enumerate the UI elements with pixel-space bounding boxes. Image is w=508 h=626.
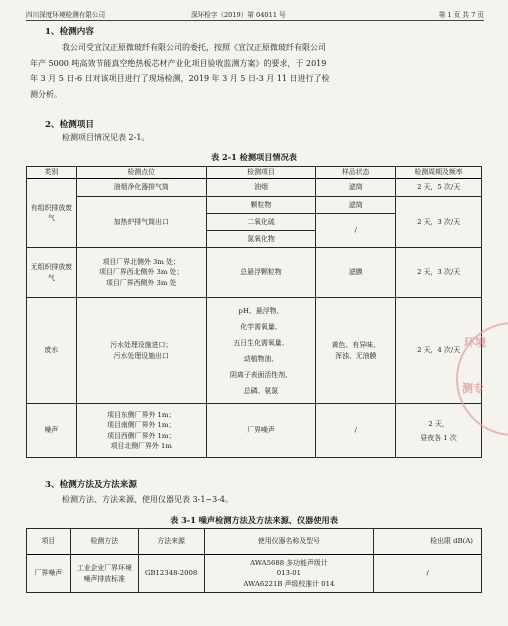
item-cell: [206, 298, 316, 404]
point-line: 项目北侧厂界外 1m: [110, 442, 172, 450]
point-cell: [76, 298, 206, 404]
section-3-title: 3、检测方法及方法来源: [45, 480, 137, 490]
item-cell: 二氧化硫: [206, 214, 316, 231]
item-cell: 厂界噪声: [206, 404, 316, 458]
col-header: 检测点位: [76, 167, 206, 179]
col-header: 检测方法: [70, 529, 138, 555]
item-line: 阴离子表面活性剂、: [229, 370, 292, 379]
item-cell: 油烟: [206, 179, 316, 197]
point-line: 项目厂界西北侧外 3m 处；: [99, 268, 184, 277]
col-header: 检出限 dB(A): [374, 529, 482, 555]
item-cell: 颗粒物: [206, 197, 316, 214]
section-2-title: 2、检测项目: [45, 120, 94, 130]
item-cell: 厂界噪声: [27, 555, 71, 593]
state-cell: 滤筒: [316, 179, 396, 197]
point-line: 污水处理设施出口: [113, 351, 169, 360]
point-line: 项目南侧厂界外 1m；: [107, 421, 176, 429]
freq-cell: 2 天，3 次/天: [396, 197, 482, 248]
state-cell: 滤膜: [316, 248, 396, 298]
instrument-cell: [204, 555, 374, 593]
point-line: 项目厂界北侧外 3m 处；: [102, 257, 180, 266]
state-line: 黄色、有异味、: [331, 341, 380, 349]
source-cell: GB12348-2008: [138, 555, 204, 593]
col-header: 类别: [27, 167, 77, 179]
table-row: [27, 179, 482, 197]
point-cell: [76, 404, 206, 458]
point-line: 项目东侧厂界外 1m；: [107, 410, 176, 419]
point-line: 污水处理设施进口；: [110, 341, 173, 349]
point-cell: 加热炉排气筒出口: [76, 197, 206, 248]
page-header: [26, 6, 484, 21]
freq-line: 2 天，: [428, 419, 449, 428]
instrument-line: AWA6221B 声级校准计 014: [243, 579, 335, 588]
table-row: [27, 404, 482, 458]
body-line: 年 3 月 5 日-6 日对该项目进行了现场检测，2019 年 3 月 5 日-3 月 11 日进行了检: [30, 74, 330, 83]
section-1-title: 1、检测内容: [45, 27, 94, 37]
item-line: 总磷、氨氮: [243, 386, 279, 395]
point-line: 项目西侧厂界外 1m；: [107, 431, 176, 440]
instrument-line: AWA5688 多功能声级计: [250, 558, 328, 567]
category-cell: 噪声: [27, 404, 77, 458]
item-line: 化学需氧量、: [240, 322, 282, 331]
table-2-1-caption: 表 2-1 检测项目情况表: [211, 152, 297, 162]
col-header: 样品状态: [316, 167, 396, 179]
table-header-row: [27, 167, 482, 179]
body-line: 测分析。: [30, 89, 62, 99]
stamp-text: 环境: [464, 336, 486, 349]
freq-line: 昼夜各 1 次: [420, 433, 457, 442]
section-3-text: 检测方法、方法来源、使用仪器见表 3-1~3-4。: [62, 495, 234, 504]
state-line: 浑浊、无油膜: [335, 351, 377, 360]
table-row: [27, 555, 482, 593]
col-header: 检测周期及频率: [396, 167, 482, 179]
category-cell: 无组织排放废气: [27, 248, 77, 298]
section-1-body: [30, 40, 480, 102]
method-line: 工业企业厂界环境: [76, 564, 132, 572]
item-cell: 总悬浮颗粒物: [206, 248, 316, 298]
body-line: 年产 5000 吨高效节能真空绝热板芯材产业化项目验收监测方案》的要求，于 2019: [30, 58, 327, 68]
col-header: 使用仪器名称及型号: [204, 529, 374, 555]
item-line: 动植物油、: [243, 354, 279, 363]
state-cell: 滤筒: [316, 197, 396, 214]
table-row: [27, 248, 482, 298]
point-cell: 油烟净化器排气筒: [76, 179, 206, 197]
state-cell: /: [316, 214, 396, 248]
category-cell: 废水: [27, 298, 77, 404]
point-cell: [76, 248, 206, 298]
table-header-row: [27, 529, 482, 555]
col-header: 方法来源: [138, 529, 204, 555]
freq-cell: 2 天，3 次/天: [396, 248, 482, 298]
method-line: 噪声排放标准: [83, 574, 125, 583]
freq-cell: 2 天，4 次/天: [396, 298, 482, 404]
col-header: 检测项目: [206, 167, 316, 179]
table-row: [27, 197, 482, 214]
table-3-1-caption: 表 3-1 噪声检测方法及方法来源、仪器使用表: [170, 515, 338, 525]
table-2-1: [26, 166, 482, 458]
limit-cell: /: [374, 555, 482, 593]
table-row: [27, 298, 482, 404]
item-line: pH、悬浮物、: [238, 306, 284, 315]
item-line: 五日生化需氧量、: [233, 338, 289, 347]
instrument-line: 013-01: [276, 569, 302, 578]
header-org: 四川深度环境检测有限公司: [26, 11, 106, 19]
freq-cell: 2 天，5 次/天: [396, 179, 482, 197]
header-doc-no: 深环检字（2019）第 04011 号: [191, 11, 286, 19]
table-3-1: [26, 528, 482, 593]
point-line: 项目厂界西侧外 3m 处: [106, 278, 177, 287]
col-header: 项目: [27, 529, 71, 555]
state-cell: [316, 298, 396, 404]
item-cell: 氮氧化物: [206, 231, 316, 248]
stamp-text: 测专: [462, 382, 484, 395]
method-cell: [70, 555, 138, 593]
header-page: 第 1 页 共 7 页: [438, 11, 484, 19]
body-line: 我公司受宣汉正原微玻纤有限公司的委托，按照《宣汉正原微玻纤有限公司: [62, 43, 326, 52]
state-cell: /: [316, 404, 396, 458]
category-cell: 有组织排放废气: [27, 179, 77, 248]
section-2-text: 检测项目情况见表 2-1。: [62, 133, 150, 142]
